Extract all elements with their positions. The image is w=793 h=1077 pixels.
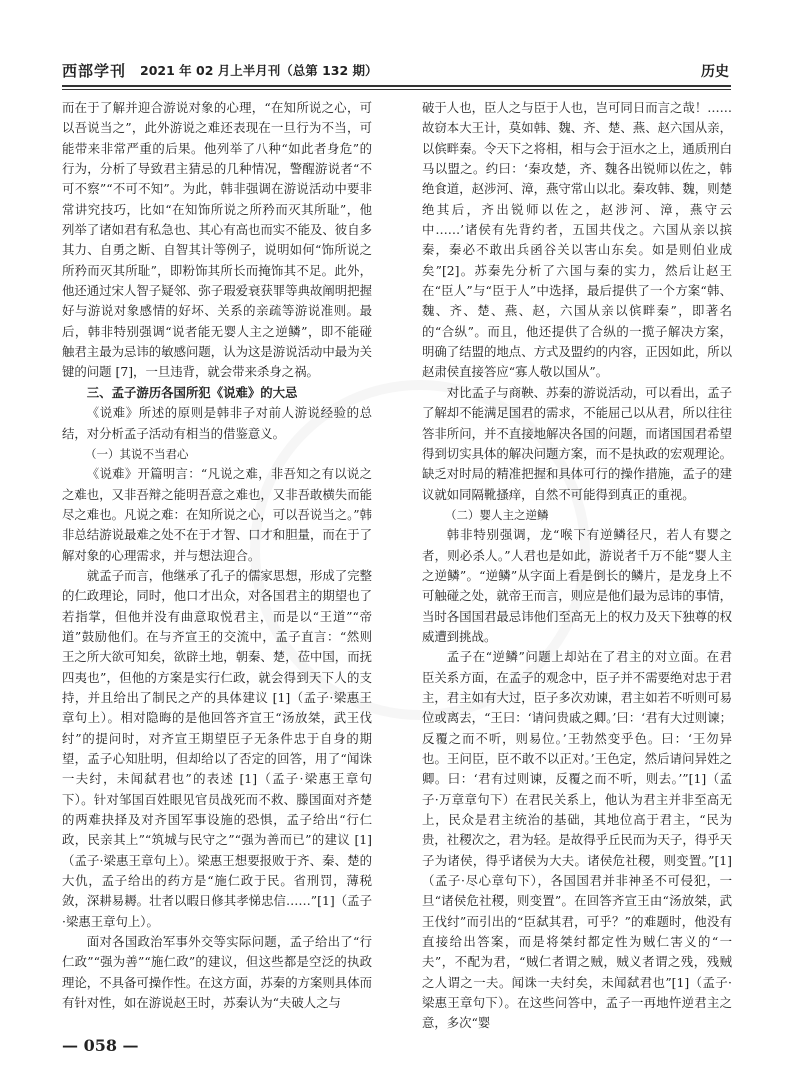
paragraph: 面对各国政治军事外交等实际问题，孟子给出了“行仁政”“强为善”“施仁政”的建议，但这些都是空泛的执政理论，不具备可操作性。在这方面，苏秦的方案则具体而有针对性，如在游说赵王时，苏秦认为“夫破人之与 xyxy=(62,934,372,1011)
paragraph: 《说难》所述的原则是韩非子对前人游说经验的总结，对分析孟子活动有相当的借鉴意义。 xyxy=(62,405,372,441)
left-column xyxy=(62,98,372,1013)
paragraph: 就孟子而言，他继承了孔子的儒家思想，形成了完整的仁政理论，同时，他口才出众，对各国君主的期望也了若指掌，但他并没有曲意取悦君主，而是以“王道”“帝道”鼓励他们。在与齐宣王的交流中，孟子直言：“然则王之所大欲可知矣，欲辟土地，朝秦、楚，莅中国，而抚四夷也”，但他的方案是实行仁政，就会得到天下人的支持，并且给出了制民之产的具体建议 [1]（孟子·梁惠王章句上）。相对隐晦的是他回答齐宣王“汤放桀，武王伐纣”的提问时，对齐宣王期望臣子无条件忠于自身的期望，孟子心知肚明，但却给以了否定的回答，用了“闻诛一夫纣，未闻弑君也”的表述 [1]（孟子·梁惠王章句下）。针对邹国百姓眼见官员战死而不救、滕国面对齐楚的两难抉择及对齐国军事设施的恐惧，孟子给出“行仁政，民亲其上”“筑城与民守之”“强为善而已”的建议 [1]（孟子·梁惠王章句上）。梁惠王想要报败于齐、秦、楚的大仇，孟子给出的药方是“施仁政于民。省刑罚，薄税敛，深耕易耨。壮者以暇日修其孝悌忠信……”[1]（孟子·梁惠王章句上）。 xyxy=(62,567,372,929)
journal-logo: 西部学刊 xyxy=(62,62,127,80)
header-rule-thin xyxy=(62,89,731,90)
paragraph: 孟子在“逆鳞”问题上却站在了君主的对立面。在君臣关系方面，在孟子的观念中，臣子并不需要绝对忠于君主，君主如有大过，臣子多次劝谏，君主如若不听则可易位或离去，“王曰：‘请问贵戚之卿。’曰：‘君有大过则谏；反覆之而不听，则易位。’王勃然变乎色。曰：‘王勿异也。王问臣，臣不敢不以正对。’王色定，然后请问异姓之卿。曰：‘君有过则谏，反覆之而不听，则去。’”[1]（孟子·万章章句下）在君民关系上，他认为君主并非至高无上，民众是君主统治的基础，其地位高于君主，“民为贵，社稷次之，君为轻。是故得乎丘民而为天子，得乎天子为诸侯，得乎诸侯为大夫。诸侯危社稷，则变置。”[1]（孟子·尽心章句下），各国国君并非神圣不可侵犯，一旦“诸侯危社稷，则变置”。在回答齐宣王由“汤放桀，武王伐纣”而引出的“臣弑其君，可乎？”的难题时，他没有直接给出答案，而是将桀纣都定性为贼仁害义的“一夫”，不配为君，“贼仁者谓之贼，贼义者谓之残，残贼之人谓之一夫。闻诛一夫纣矣，未闻弑君也”[1]（孟子·梁惠王章句下）。在这些问答中，孟子一再地忤逆君主之意，多次“婴 xyxy=(422,649,732,1031)
paragraph: 韩非特别强调，龙“喉下有逆鳞径尺，若人有婴之者，则必杀人。”人君也是如此，游说者千万不能“婴人主之逆鳞”。“逆鳞”从字面上看是倒长的鳞片，是龙身上不可触碰之处，就帝王而言，则应是他们最为忌讳的事情，当时各国国君最忌讳他们至高无上的权力及天下独尊的权威遭到挑战。 xyxy=(422,527,732,644)
header-rule-thick xyxy=(62,85,731,87)
right-column xyxy=(422,98,732,1034)
paragraph: 破于人也，臣人之与臣于人也，岂可同日而言之哉！……故窃本大王计，莫如韩、魏、齐、楚、燕、赵六国从亲，以傧畔秦。令天下之将相，相与会于洹水之上，通质刑白马以盟之。约曰：‘秦攻楚，齐、魏各出锐师以佐之，韩绝食道，赵涉河、漳，燕守常山以北。秦攻韩、魏，则楚绝其后，齐出锐师以佐之，赵涉河、漳，燕守云中……’诸侯有先背约者，五国共伐之。六国从亲以摈秦，秦必不敢出兵函谷关以害山东矣。如是则伯业成矣”[2]。苏秦先分析了六国与秦的实力，然后让赵王在“臣人”与“臣于人”中选择，最后提供了一个方案“韩、魏、齐、楚、燕、赵，六国从亲以傧畔秦”，即著名的“合纵”。而且，他还提供了合纵的一揽子解决方案，明确了结盟的地点、方式及盟约的内容，正因如此，所以赵肃侯直接答应“寡人敬以国从”。 xyxy=(422,100,732,380)
paragraph: 而在于了解并迎合游说对象的心理，“在知所说之心，可以吾说当之”，此外游说之难还表现在一旦行为不当，可能带来非常严重的后果。他列举了八种“如此者身危”的行为，分析了导致君主猜忌的几种情况，警醒游说者“不可不察”“不可不知”。为此，韩非强调在游说活动中要非常讲究技巧，比如“在知饰所说之所矜而灭其所耻”，他列举了诸如君有私急也、其心有高也而实不能及、彼自多其力、自勇之断、自智其计等例子，说明如何“饰所说之所矜而灭其所耻”，即粉饰其所长而掩饰其不足。此外，他还通过宋人智子疑邻、弥子瑕爱衰获罪等典故阐明把握好与游说对象感情的好坏、关系的亲疏等游说准则。最后，韩非特别强调“说者能无婴人主之逆鳞”，即不能碰触君主最为忌讳的敏感问题，认为这是游说活动中最为关键的问题 [7]，一旦违背，就会带来杀身之祸。 xyxy=(62,100,372,380)
page-header xyxy=(62,60,731,82)
paragraph: 《说难》开篇明言：“凡说之难，非吾知之有以说之之难也，又非吾辩之能明吾意之难也，又非吾敢横失而能尽之难也。凡说之难：在知所说之心，可以吾说当之。”韩非总结游说最难之处不在于才智、口才和胆量，而在于了解对象的心理需求，并与想法迎合。 xyxy=(62,466,372,563)
section-name: 历史 xyxy=(701,64,729,80)
paragraph: 对比孟子与商鞅、苏秦的游说活动，可以看出，孟子了解却不能满足国君的需求，不能屈己以从君，所以往往答非所问，并不直接地解决各国的问题，而诸国国君希望得到切实具体的解决问题方案，而不是执政的宏观理论。缺乏对时局的精准把握和具体可行的操作措施，孟子的建议就如同隔靴搔痒，自然不可能得到真正的重视。 xyxy=(422,384,732,502)
section-heading: 三、孟子游历各国所犯《说难》的大忌 xyxy=(86,384,298,400)
page-number: — 058 — xyxy=(62,1036,139,1055)
issue-info: 2021 年 02 月上半月刊（总第 132 期） xyxy=(140,63,378,78)
subsection-heading: （一）其说不当君心 xyxy=(85,446,189,461)
subsection-heading: （二）婴人主之逆鳞 xyxy=(445,507,549,522)
